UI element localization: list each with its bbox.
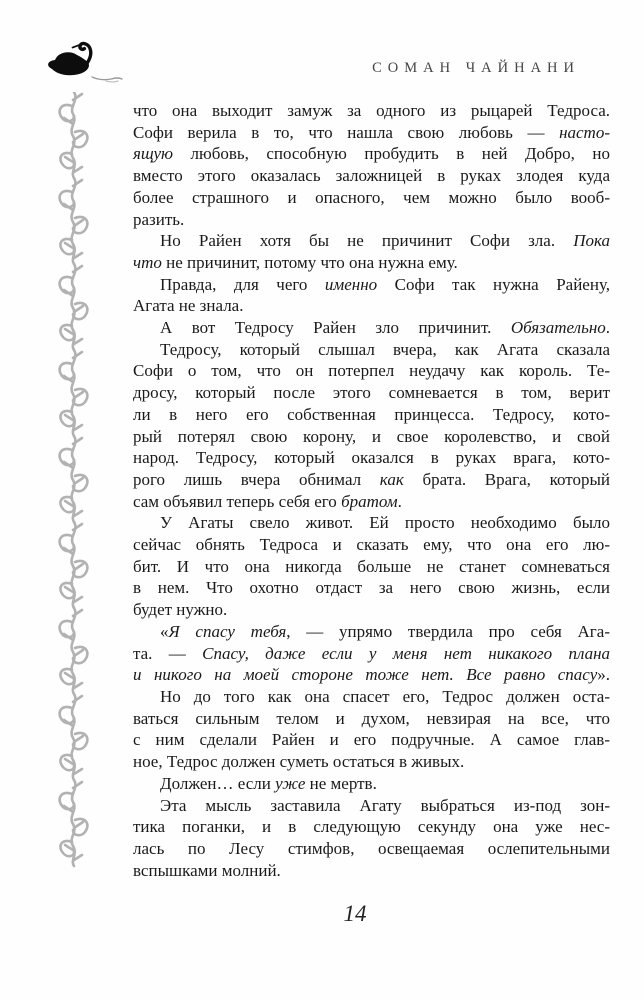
text-run: Тедросу, который слышал вчера, как Агата сказала xyxy=(160,339,610,359)
text-run: будет нужно. xyxy=(133,600,228,620)
text-line xyxy=(133,751,610,773)
text-run: любовь, способную пробудить в ней Добро, но xyxy=(173,144,610,164)
text-run: народ. Тедросу, который оказался в руках врага, кото- xyxy=(133,448,610,468)
text-run: А вот Тедросу Райен зло причинит. xyxy=(160,318,511,338)
text-run: ли в него его собственная принцесса. Тедросу, кото- xyxy=(133,404,610,424)
text-run: сейчас обнять Тедроса и сказать ему, что она его лю- xyxy=(133,535,610,555)
text-line xyxy=(133,382,610,404)
text-run: Но Райен хотя бы не причинит Софи зла. xyxy=(160,231,574,251)
text-line xyxy=(133,643,610,665)
text-line xyxy=(133,295,610,317)
text-line xyxy=(133,491,610,513)
text-run: брата. Врага, который xyxy=(403,469,610,489)
text-line xyxy=(133,426,610,448)
swan-logo-icon xyxy=(44,36,124,92)
text-line xyxy=(133,816,610,838)
italic-text-run: Я спасу тебя xyxy=(168,621,287,641)
vine-ornament-icon xyxy=(50,92,98,872)
text-line xyxy=(133,729,610,751)
italic-text-run: и никого на моей стороне тоже нет. Все равно спасу xyxy=(133,665,598,685)
text-line xyxy=(133,534,610,556)
italic-text-run: именно xyxy=(324,274,378,294)
text-run: ваться сильным телом и духом, невзирая на все, что xyxy=(133,708,610,728)
text-line xyxy=(133,100,610,122)
text-line xyxy=(133,686,610,708)
text-run: та. — xyxy=(133,643,203,663)
text-line xyxy=(133,577,610,599)
text-run: Агата не знала. xyxy=(133,296,244,316)
text-run: лась по Лесу стимфов, освещаемая ослепительными xyxy=(133,838,610,858)
text-run: бит. И что она никогда больше не станет сомневаться xyxy=(133,556,610,576)
italic-text-run: Пока xyxy=(573,231,610,251)
text-run: Должен… если xyxy=(160,773,276,793)
text-run: тика поганки, и в следующую секунду она уже нес- xyxy=(133,817,610,837)
text-line xyxy=(133,708,610,730)
text-run: Но до того как она спасет его, Тедрос должен оста- xyxy=(160,686,610,706)
text-run: рого лишь вчера обнимал xyxy=(133,469,380,489)
text-run: ное, Тедрос должен суметь остаться в живых. xyxy=(133,752,465,772)
italic-text-run: ящую xyxy=(133,144,174,164)
text-line xyxy=(133,122,610,144)
text-run: У Агаты свело живот. Ей просто необходимо было xyxy=(160,513,610,533)
text-line xyxy=(133,469,610,491)
text-line xyxy=(133,773,610,795)
text-line xyxy=(133,230,610,252)
text-run: Софи о том, что он потерпел неудачу как король. Те- xyxy=(133,361,610,381)
text-run: Софи верила в то, что нашла свою любовь — xyxy=(133,122,560,142)
italic-text-run: уже xyxy=(275,773,306,793)
text-run: в нем. Что охотно отдаст за него свою жизнь, если xyxy=(133,578,610,598)
text-line xyxy=(133,556,610,578)
text-line xyxy=(133,317,610,339)
text-line xyxy=(133,274,610,296)
text-run: не мертв. xyxy=(305,773,377,793)
text-run: « xyxy=(160,621,169,641)
text-line xyxy=(133,339,610,361)
italic-text-run: насто- xyxy=(559,122,610,142)
italic-text-run: Спасу, даже если у меня нет никакого плана xyxy=(202,643,610,663)
page-number: 14 xyxy=(343,901,367,926)
text-line xyxy=(133,187,610,209)
text-run: вспышками молний. xyxy=(133,860,281,880)
text-run: вместо этого оказалась заложницей в руках злодея куда xyxy=(133,166,610,186)
text-line xyxy=(133,165,610,187)
text-run: , — упрямо твердила про себя Ага- xyxy=(286,621,610,641)
italic-text-run: братом xyxy=(341,491,398,511)
body-text xyxy=(133,100,610,881)
text-run: ». xyxy=(597,665,610,685)
text-run: рый потерял свою корону, и свое королевство, и свой xyxy=(133,426,610,446)
text-line xyxy=(133,838,610,860)
text-run: с ним сделали Райен и его подручные. А самое глав- xyxy=(133,730,610,750)
text-run: Правда, для чего xyxy=(160,274,325,294)
text-run: что она выходит замуж за одного из рыцарей Тедроса. xyxy=(133,101,610,120)
author-header: СОМАН ЧАЙНАНИ xyxy=(372,60,580,76)
text-run: Софи так нужна Райену, xyxy=(377,274,610,294)
text-run: разить. xyxy=(133,209,185,229)
text-run: сам объявил теперь себя его xyxy=(133,491,342,511)
text-line xyxy=(133,447,610,469)
text-line xyxy=(133,404,610,426)
text-line xyxy=(133,795,610,817)
italic-text-run: Обязательно xyxy=(510,318,606,338)
text-run: не причинит, потому что она нужна ему. xyxy=(161,252,458,272)
text-run: дросу, который после этого сомневается в том, верит xyxy=(133,383,610,403)
text-line xyxy=(133,860,610,882)
italic-text-run: как xyxy=(379,469,404,489)
text-line xyxy=(133,621,610,643)
text-line xyxy=(133,252,610,274)
text-line xyxy=(133,664,610,686)
text-line xyxy=(133,512,610,534)
text-line xyxy=(133,599,610,621)
text-run: Эта мысль заставила Агату выбраться из-под зон- xyxy=(160,795,610,815)
text-line xyxy=(133,360,610,382)
text-line xyxy=(133,209,610,231)
text-run: . xyxy=(397,491,402,511)
text-run: более страшного и опасного, чем можно было вооб- xyxy=(133,187,610,207)
italic-text-run: что xyxy=(133,252,162,272)
text-run: . xyxy=(605,318,610,338)
text-line xyxy=(133,143,610,165)
